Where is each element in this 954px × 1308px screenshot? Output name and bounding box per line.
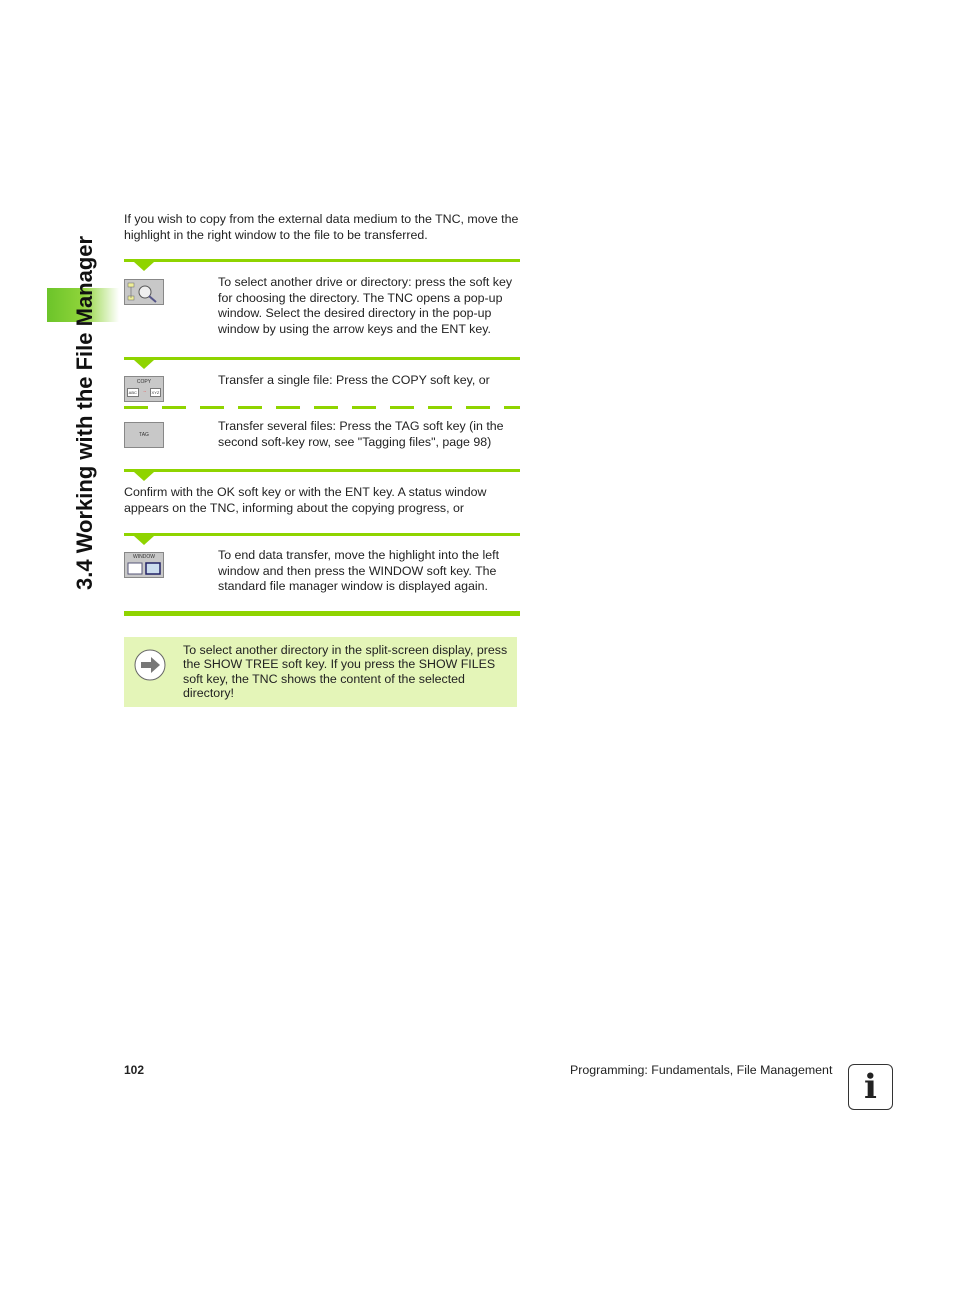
copy-softkey-icon — [124, 376, 164, 402]
divider — [124, 611, 520, 616]
step-marker — [134, 536, 154, 545]
info-icon: i — [848, 1064, 893, 1110]
note-box — [124, 637, 517, 707]
arrow-icon: → — [142, 388, 147, 393]
step-marker — [134, 360, 154, 369]
step-text: Confirm with the OK soft key or with the ENT key. A status window appears on the TNC, informing about the copying progress, or — [124, 485, 487, 515]
directory-softkey-icon — [124, 279, 164, 305]
step-marker — [134, 472, 154, 481]
page-number: 102 — [124, 1063, 145, 1077]
footer-title: Programming: Fundamentals, File Management — [570, 1063, 833, 1077]
step-text: Transfer a single file: Press the COPY soft key, or — [218, 373, 490, 387]
softkey-sub: XYZ — [151, 390, 160, 395]
divider — [124, 259, 520, 262]
step-marker — [134, 262, 154, 271]
tag-softkey-icon: TAG — [124, 422, 164, 448]
step-text: To end data transfer, move the highlight into the left window and then press the WINDOW soft key. The standard file manager window is displayed again. — [218, 548, 500, 593]
softkey-sub: ABC — [128, 390, 137, 395]
divider — [124, 357, 520, 360]
step-text: Transfer several files: Press the TAG soft key (in the second soft-key row, see "Tagging files", page 98) — [218, 419, 504, 449]
step-text: To select another drive or directory: press the soft key for choosing the directory. The TNC opens a pop-up window. Select the desired directory in the pop-up window by using the arrow keys and the ENT key. — [218, 275, 513, 336]
arrow-right-icon — [134, 649, 166, 681]
intro-text: If you wish to copy from the external data medium to the TNC, move the highlight in the right window to the file to be transferred. — [124, 212, 519, 242]
section-title: 3.4 Working with the File Manager — [72, 235, 97, 590]
softkey-label: COPY — [136, 379, 152, 385]
divider — [124, 469, 520, 472]
dashed-divider — [124, 406, 520, 409]
divider — [124, 533, 520, 536]
note-text: To select another directory in the split-screen display, press the SHOW TREE soft key. If you press the SHOW FILES soft key, the TNC shows the content of the selected directory! — [183, 643, 508, 700]
window-softkey-icon — [124, 552, 164, 578]
softkey-label: WINDOW — [133, 554, 155, 560]
